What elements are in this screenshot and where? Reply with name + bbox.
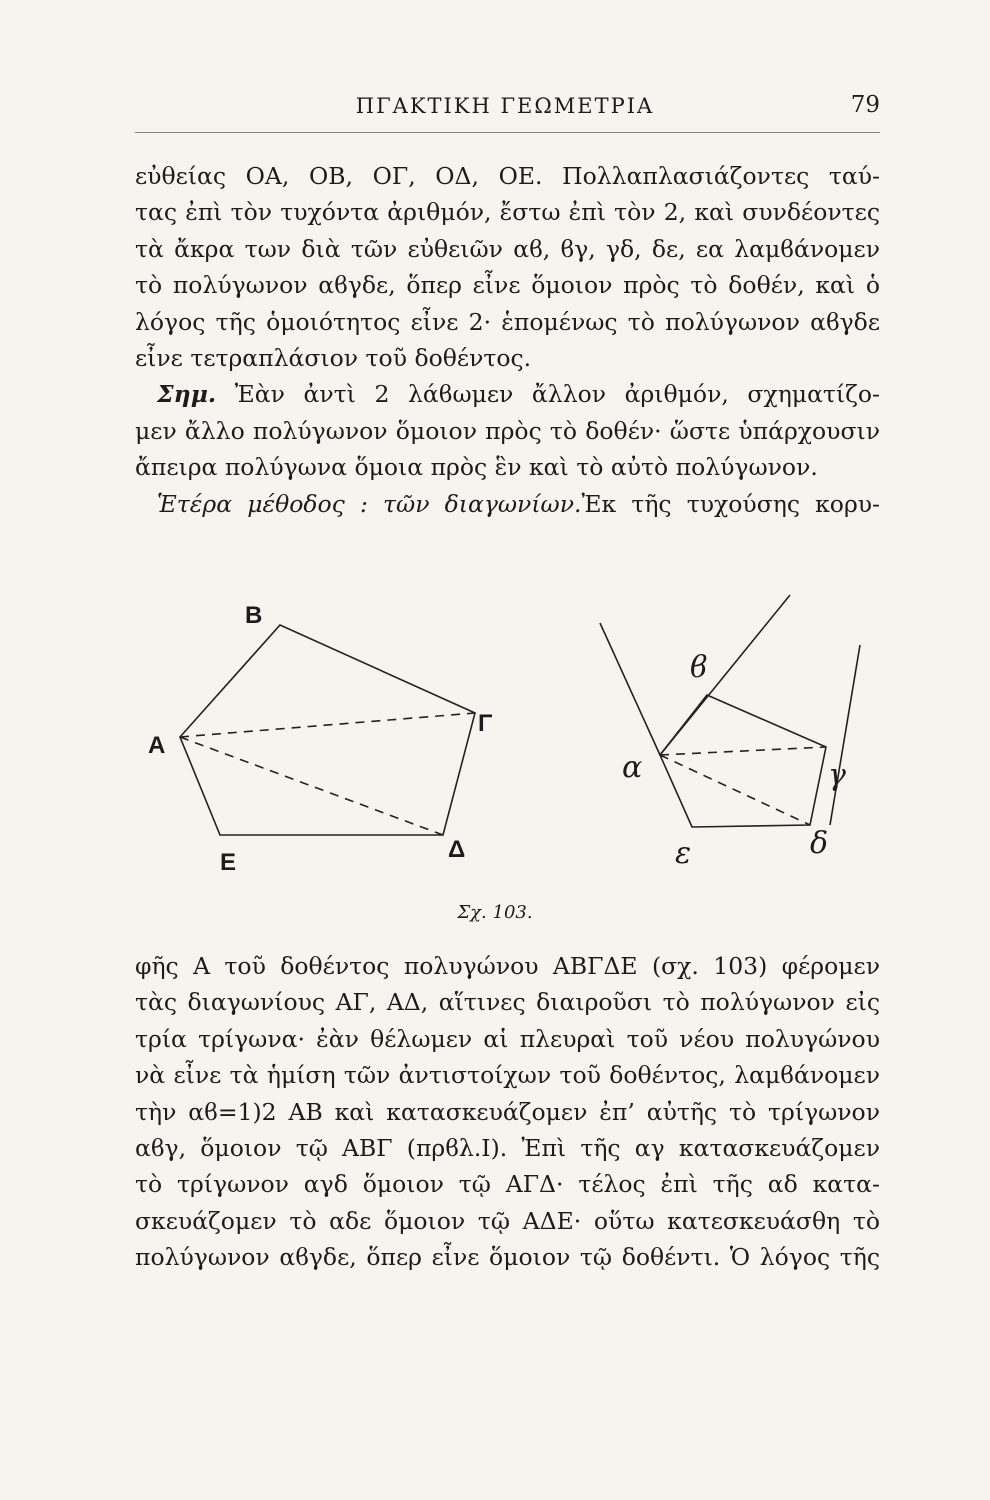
- method-text: Ἐκ τῆς τυχούσης κορυ-: [581, 489, 880, 518]
- running-title: ΠΓΑΚΤΙΚΗ ΓΕΩΜΕΤΡΙΑ: [355, 94, 655, 118]
- label-e: ε: [675, 836, 692, 871]
- method-label: Ἑτέρα μέθοδος : τῶν διαγωνίων.: [157, 489, 582, 518]
- text-line: τας ἐπὶ τὸν τυχόντα ἀριθμόν, ἔστω ἐπὶ τὸν 2, καὶ συνδέοντες: [135, 198, 880, 227]
- note-first-line: [135, 376, 880, 412]
- text-line: τὴν αϐ=1)2 ΑΒ καὶ κατασκευάζομεν ἐπ’ αὐτῆς τὸ τρίγωνον: [135, 1097, 880, 1126]
- text-line: σκευάζομεν τὸ αδε ὅμοιον τῷ ΑΔΕ· οὕτω κατεσκευάσθη τὸ: [135, 1206, 880, 1235]
- running-head: [130, 88, 880, 128]
- figure-103: [130, 585, 890, 885]
- ray-OG: [830, 645, 860, 825]
- label-d: δ: [810, 826, 829, 861]
- text-line: τὰ ἄκρα των διὰ τῶν εὐθειῶν αϐ, ϐγ, γδ, δε, εα λαμϐάνομεν: [135, 234, 880, 263]
- diagonal-AG: [180, 713, 475, 737]
- text-line: νὰ εἶνε τὰ ἡμίση τῶν ἀντιστοίχων τοῦ δοθέντος, λαμϐάνομεν: [135, 1061, 880, 1090]
- text-line: πολύγωνον αϐγδε, ὅπερ εἶνε ὅμοιον τῷ δοθέντι. Ὁ λόγος τῆς: [135, 1243, 880, 1272]
- label-B: Β: [245, 602, 263, 629]
- diagonal-ag: [660, 747, 826, 755]
- text-line: μεν ἄλλο πολύγωνον ὅμοιον πρὸς τὸ δοθέν· ὥστε ὑπάρχουσιν: [135, 416, 880, 445]
- label-D: Δ: [448, 836, 466, 863]
- method-line: [135, 486, 880, 522]
- text-line: τὸ τρίγωνον αγδ ὅμοιον τῷ ΑΓΔ· τέλος ἐπὶ τῆς αδ κατα-: [135, 1170, 880, 1199]
- paragraph-top: [135, 158, 880, 522]
- small-pentagon: [660, 695, 826, 827]
- label-G: Γ: [478, 710, 493, 737]
- note-text: Ἐὰν ἀντὶ 2 λάϐωμεν ἄλλον ἀριθμόν, σχηματίζο-: [234, 380, 880, 409]
- label-E: Ε: [220, 849, 237, 876]
- header-rule: [135, 132, 880, 133]
- ray-OA: [600, 623, 660, 755]
- label-a: α: [622, 750, 643, 785]
- figure-drawing: [130, 585, 890, 885]
- paragraph-bottom: [135, 948, 880, 1276]
- page-number: 79: [850, 92, 880, 118]
- text-line: αϐγ, ὅμοιον τῷ ΑΒΓ (πρϐλ.Ι). Ἐπὶ τῆς αγ κατασκευάζομεν: [135, 1134, 880, 1163]
- figure-caption: Σχ. 103.: [457, 902, 533, 923]
- text-line: τὸ πολύγωνον αϐγδε, ὅπερ εἶνε ὅμοιον πρὸς τὸ δοθέν, καὶ ὁ: [135, 271, 880, 300]
- note-label: Σημ.: [157, 380, 217, 409]
- text-line: λόγος τῆς ὁμοιότητος εἶνε 2· ἑπομένως τὸ πολύγωνον αϐγδε: [135, 307, 880, 336]
- diagonal-AD: [180, 737, 443, 835]
- large-pentagon: [180, 625, 475, 835]
- text-line: τρία τρίγωνα· ἐὰν θέλωμεν αἱ πλευραὶ τοῦ νέου πολυγώνου: [135, 1024, 880, 1053]
- diagonal-ad: [660, 755, 810, 825]
- text-line: εὐθείας ΟΑ, ΟΒ, ΟΓ, ΟΔ, ΟΕ. Πολλαπλασιάζοντες ταύ-: [135, 162, 880, 190]
- label-A: Α: [148, 732, 166, 759]
- text-line: φῆς Α τοῦ δοθέντος πολυγώνου ΑΒΓΔΕ (σχ. 103) φέρομεν: [135, 952, 880, 980]
- label-g: γ: [828, 758, 846, 793]
- text-line: τὰς διαγωνίους ΑΓ, ΑΔ, αἵτινες διαιροῦσι τὸ πολύγωνον εἰς: [135, 988, 880, 1017]
- label-b: ϐ: [690, 650, 708, 685]
- text-line: εἶνε τετραπλάσιον τοῦ δοθέντος.: [135, 344, 532, 373]
- text-line: ἄπειρα πολύγωνα ὅμοια πρὸς ἓν καὶ τὸ αὐτὸ πολύγωνον.: [135, 453, 818, 482]
